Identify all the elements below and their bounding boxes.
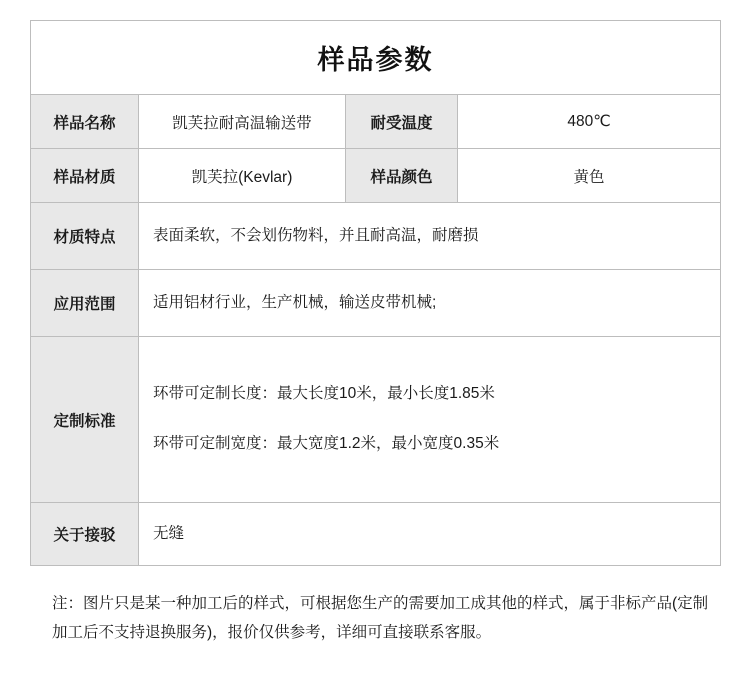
row-label-color: 样品颜色 (346, 149, 458, 203)
row-value-joint: 无缝 (139, 503, 721, 566)
title-row (31, 21, 721, 95)
table-row (31, 503, 721, 566)
table-row (31, 270, 721, 337)
table-row (31, 149, 721, 203)
table-row (31, 95, 721, 149)
row-value-custom-standard (139, 337, 721, 503)
row-value-sample-name: 凯芙拉耐高温输送带 (139, 95, 346, 149)
table-row (31, 337, 721, 503)
table-row (31, 203, 721, 270)
custom-length-line: 环带可定制长度：最大长度10米，最小长度1.85米 (153, 385, 495, 403)
row-label-custom-standard: 定制标准 (31, 337, 139, 503)
row-value-material: 凯芙拉(Kevlar) (139, 149, 346, 203)
row-value-color: 黄色 (458, 149, 721, 203)
row-label-joint: 关于接驳 (31, 503, 139, 566)
page-title: 样品参数 (31, 21, 721, 95)
row-value-feature: 表面柔软，不会划伤物料，并且耐高温，耐磨损 (139, 203, 721, 270)
row-label-application: 应用范围 (31, 270, 139, 337)
row-label-temperature: 耐受温度 (346, 95, 458, 149)
row-value-temperature: 480℃ (458, 95, 721, 149)
spec-table (30, 20, 721, 566)
footer-note: 注：图片只是某一种加工后的样式，可根据您生产的需要加工成其他的样式，属于非标产品(定制加工后不支持退换服务)，报价仅供参考，详细可直接联系客服。 (52, 595, 709, 641)
row-label-sample-name: 样品名称 (31, 95, 139, 149)
custom-width-line: 环带可定制宽度：最大宽度1.2米，最小宽度0.35米 (153, 435, 500, 452)
row-label-material: 样品材质 (31, 149, 139, 203)
row-value-application: 适用铝材行业，生产机械，输送皮带机械; (139, 270, 721, 337)
row-label-feature: 材质特点 (31, 203, 139, 270)
